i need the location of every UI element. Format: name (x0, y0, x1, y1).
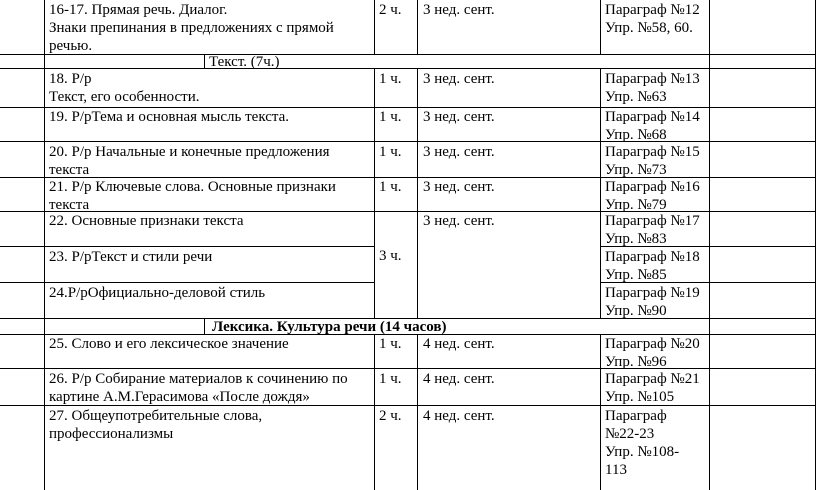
date-cell: 3 нед. сент. (423, 109, 495, 125)
date-cell: 3 нед. сент. (423, 179, 495, 195)
grid-line (0, 282, 374, 283)
hours-cell: 1 ч. (379, 144, 402, 160)
grid-line (417, 68, 418, 318)
date-cell: 3 нед. сент. (423, 144, 495, 160)
section-heading-text: Текст. (7ч.) (209, 54, 280, 70)
grid-line (600, 68, 601, 318)
hours-cell: 2 ч. (379, 2, 402, 18)
hours-cell: 3 ч. (379, 248, 402, 264)
grid-line (374, 0, 375, 54)
homework-cell: Параграф №18 Упр. №85 (605, 249, 700, 283)
homework-cell: Параграф №17 Упр. №83 (605, 213, 700, 247)
hours-cell: 1 ч. (379, 371, 402, 387)
grid-line (0, 68, 816, 69)
hours-cell: 1 ч. (379, 336, 402, 352)
topic-cell: 16-17. Прямая речь. Диалог. Знаки препинания в предложениях с прямой речью. (49, 2, 334, 54)
grid-line (374, 68, 375, 318)
date-cell: 3 нед. сент. (423, 2, 495, 18)
topic-cell: 23. Р/рТекст и стили речи (49, 249, 213, 265)
section-heading-lexis: Лексика. Культура речи (14 часов) (212, 319, 447, 335)
topic-cell: 18. Р/р Текст, его особенности. (49, 71, 200, 105)
date-cell: 3 нед. сент. (423, 213, 495, 229)
hours-cell: 1 ч. (379, 109, 402, 125)
grid-line (44, 0, 45, 490)
homework-cell: Параграф №16 Упр. №79 (605, 179, 700, 213)
topic-cell: 25. Слово и его лексическое значение (49, 336, 289, 352)
date-cell: 4 нед. сент. (423, 371, 495, 387)
homework-cell: Параграф №14 Упр. №68 (605, 109, 700, 143)
grid-line (709, 0, 710, 490)
topic-cell: 19. Р/рТема и основная мысль текста. (49, 109, 290, 125)
topic-cell: 27. Общеупотребительные слова, профессионализмы (49, 408, 263, 442)
homework-cell: Параграф №21 Упр. №105 (605, 371, 700, 405)
grid-line (374, 334, 375, 490)
topic-cell: 20. Р/р Начальные и конечные предложения текста (49, 144, 330, 178)
grid-line (204, 318, 205, 334)
homework-cell: Параграф №13 Упр. №63 (605, 71, 700, 105)
homework-cell: Параграф №15 Упр. №73 (605, 144, 700, 178)
homework-cell: Параграф №20 Упр. №96 (605, 336, 700, 370)
grid-line (204, 54, 205, 68)
date-cell: 4 нед. сент. (423, 336, 495, 352)
homework-cell: Параграф №22-23 Упр. №108- 113 (605, 408, 680, 478)
homework-cell: Параграф №19 Упр. №90 (605, 285, 700, 319)
grid-line (417, 334, 418, 490)
date-cell: 4 нед. сент. (423, 408, 495, 424)
grid-line (600, 0, 601, 54)
topic-cell: 26. Р/р Собирание материалов к сочинению по картине А.М.Герасимова «После дождя» (49, 371, 348, 405)
grid-line (0, 246, 374, 247)
grid-line (417, 0, 418, 54)
date-cell: 3 нед. сент. (423, 71, 495, 87)
topic-cell: 24.Р/рОфициально-деловой стиль (49, 285, 266, 301)
topic-cell: 22. Основные признаки текста (49, 213, 244, 229)
hours-cell: 2 ч. (379, 408, 402, 424)
topic-cell: 21. Р/р Ключевые слова. Основные признаки текста (49, 179, 336, 213)
homework-cell: Параграф №12 Упр. №58, 60. (605, 2, 700, 36)
hours-cell: 1 ч. (379, 179, 402, 195)
grid-line (600, 334, 601, 490)
hours-cell: 1 ч. (379, 71, 402, 87)
